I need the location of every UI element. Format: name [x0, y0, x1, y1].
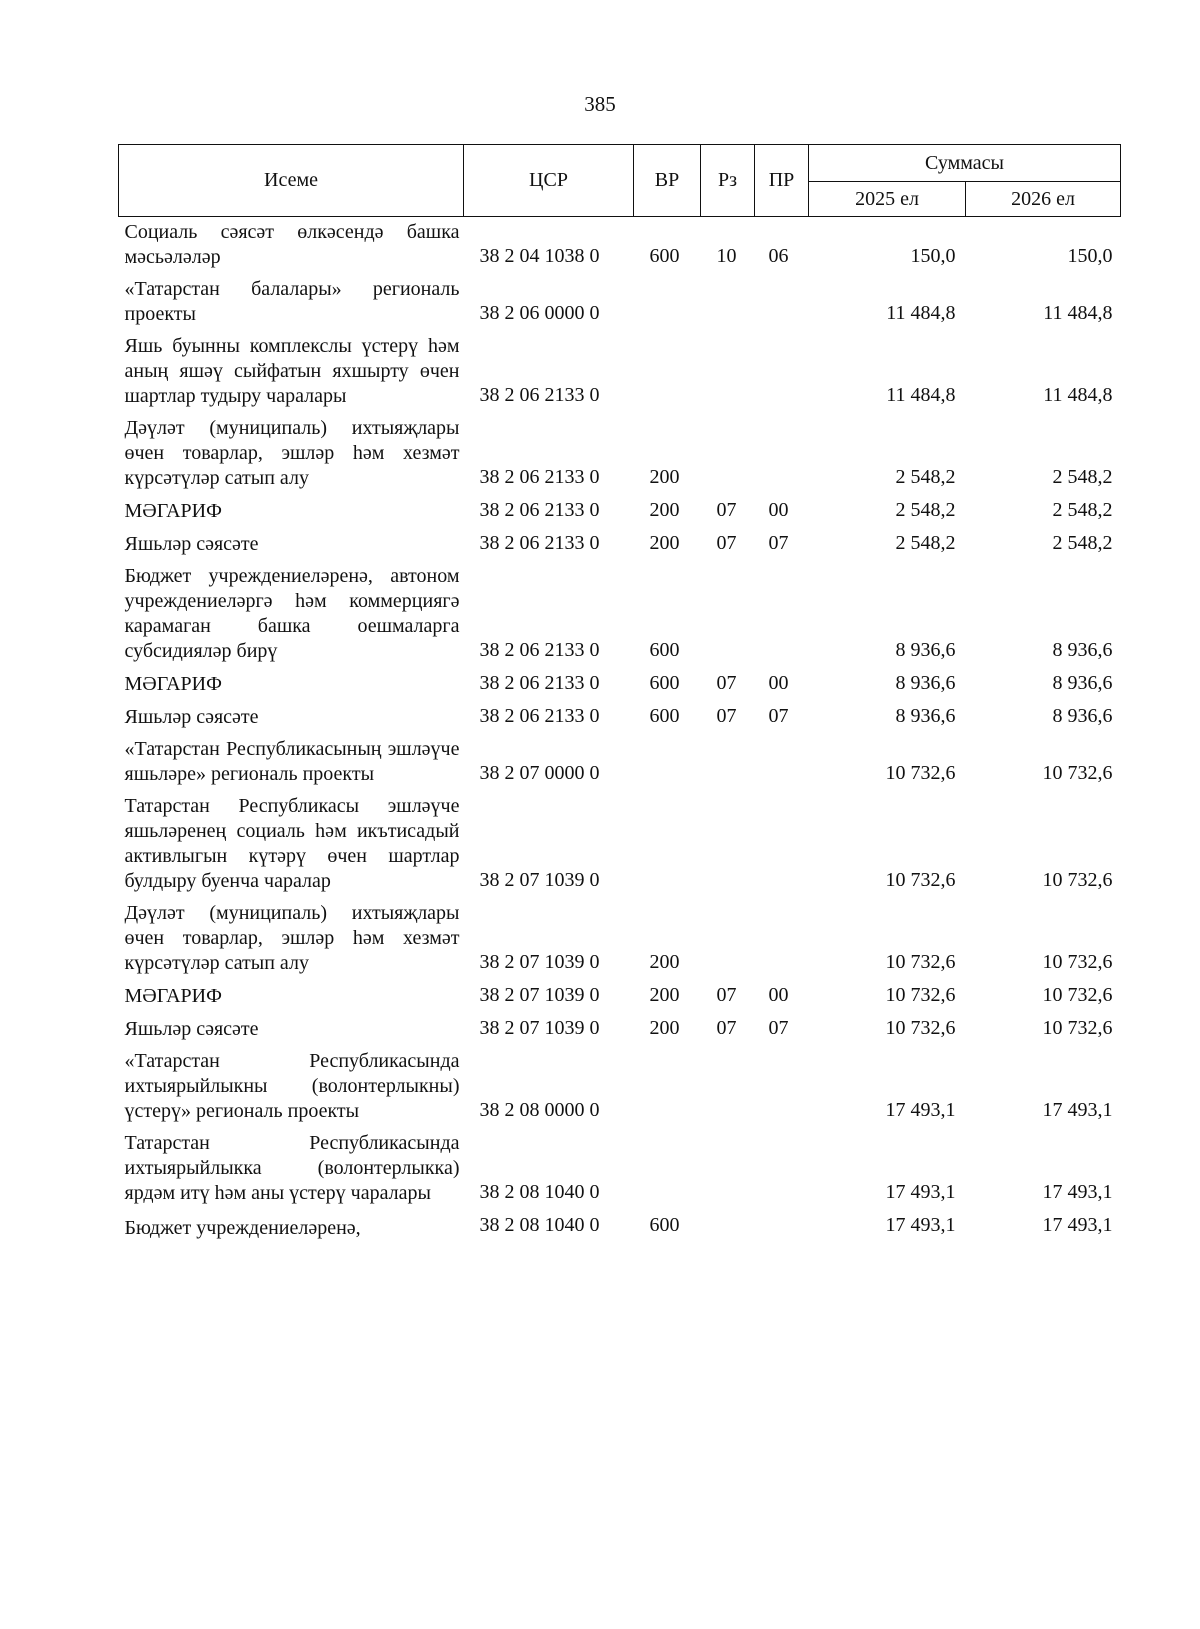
row-pr-code: [755, 331, 809, 413]
header-year-2025: 2025 ел: [809, 182, 966, 217]
row-sum-2025: 11 484,8: [886, 384, 956, 406]
row-name: «Татарстан Республикасының эшләүче яшьләре» региональ проекты: [124, 738, 460, 785]
row-sum-2025: 10 732,6: [885, 762, 956, 784]
row-rz-code: [701, 331, 755, 413]
row-vr-code: 600: [649, 672, 680, 694]
row-sum-2026: 17 493,1: [1042, 1099, 1113, 1121]
row-sum-2026: 150,0: [1067, 245, 1113, 267]
row-csr-code: 38 2 08 1040 0: [479, 1214, 600, 1236]
row-pr-code: 00: [768, 499, 789, 521]
row-csr-code: 38 2 06 2133 0: [479, 705, 600, 727]
row-csr-code: 38 2 06 2133 0: [479, 466, 600, 488]
row-rz-code: 10: [716, 245, 737, 267]
row-sum-2025: 11 484,8: [886, 302, 956, 324]
row-csr-code: 38 2 07 1039 0: [479, 984, 600, 1006]
header-sums: Суммасы: [809, 145, 1121, 182]
row-sum-2026: 8 936,6: [1052, 639, 1113, 661]
row-sum-2025: 2 548,2: [895, 499, 956, 521]
table-row: [119, 1013, 1121, 1046]
row-rz-code: [701, 1128, 755, 1210]
row-sum-2025: 8 936,6: [895, 705, 956, 727]
row-csr-code: 38 2 06 0000 0: [479, 302, 600, 324]
row-sum-2025: 17 493,1: [885, 1181, 956, 1203]
table-row: [119, 701, 1121, 734]
row-sum-2025: 150,0: [910, 245, 956, 267]
budget-table: [118, 144, 1121, 1245]
row-vr-code: 600: [649, 245, 680, 267]
table-row: [119, 495, 1121, 528]
table-row: [119, 1046, 1121, 1128]
row-rz-code: 07: [716, 499, 737, 521]
row-vr-code: 200: [649, 499, 680, 521]
row-sum-2026: 8 936,6: [1052, 705, 1113, 727]
row-name: МӘГАРИФ: [124, 985, 222, 1007]
row-sum-2025: 10 732,6: [885, 869, 956, 891]
row-vr-code: 200: [649, 984, 680, 1006]
row-sum-2026: 17 493,1: [1042, 1181, 1113, 1203]
row-name: Яшьләр сәясәте: [124, 1018, 259, 1040]
table-row: [119, 980, 1121, 1013]
row-sum-2026: 10 732,6: [1042, 984, 1113, 1006]
row-sum-2025: 10 732,6: [885, 1017, 956, 1039]
header-year-2026: 2026 ел: [966, 182, 1121, 217]
page-number: 385: [584, 92, 616, 116]
row-sum-2026: 11 484,8: [1043, 384, 1113, 406]
row-vr-code: [634, 331, 701, 413]
row-pr-code: [755, 734, 809, 791]
row-rz-code: 07: [716, 1017, 737, 1039]
row-vr-code: [634, 791, 701, 898]
row-vr-code: 600: [649, 705, 680, 727]
row-pr-code: 00: [768, 984, 789, 1006]
row-sum-2026: 10 732,6: [1042, 1017, 1113, 1039]
row-sum-2026: 17 493,1: [1042, 1214, 1113, 1236]
row-sum-2025: 10 732,6: [885, 984, 956, 1006]
row-csr-code: 38 2 07 1039 0: [479, 1017, 600, 1039]
table-row: [119, 561, 1121, 668]
row-pr-code: 07: [768, 532, 789, 554]
row-pr-code: 07: [768, 705, 789, 727]
row-rz-code: [701, 274, 755, 331]
row-pr-code: [755, 791, 809, 898]
table-row: [119, 274, 1121, 331]
row-sum-2025: 17 493,1: [885, 1099, 956, 1121]
row-csr-code: 38 2 06 2133 0: [479, 384, 600, 406]
row-sum-2026: 2 548,2: [1052, 532, 1113, 554]
row-rz-code: [701, 1210, 755, 1245]
table-row: [119, 734, 1121, 791]
row-name: Яшьләр сәясәте: [124, 706, 259, 728]
row-name: Яшь буынны комплекслы үстерү һәм аның яшәү сыйфатын яхшырту өчен шартлар тудыру чаралары: [124, 335, 460, 407]
row-name: «Татарстан Республикасында ихтыярыйлыкны (волонтерлыкны) үстерү» региональ проекты: [124, 1050, 460, 1122]
row-vr-code: [634, 1046, 701, 1128]
header-csr: ЦСР: [464, 145, 634, 217]
row-sum-2026: 10 732,6: [1042, 951, 1113, 973]
row-rz-code: 07: [716, 984, 737, 1006]
row-csr-code: 38 2 08 0000 0: [479, 1099, 600, 1121]
row-name: Татарстан Республикасында ихтыярыйлыкка (волонтерлыкка) ярдәм итү һәм аны үстерү чаралары: [124, 1132, 460, 1204]
row-sum-2025: 2 548,2: [895, 466, 956, 488]
row-sum-2026: 11 484,8: [1043, 302, 1113, 324]
row-pr-code: [755, 561, 809, 668]
row-vr-code: 200: [649, 951, 680, 973]
row-name: Бюджет учреждениеләренә, автоном учреждениеләргә һәм коммерциягә карамаган башка оешмаларга субсидияләр бирү: [124, 565, 460, 662]
header-rz: Рз: [701, 145, 755, 217]
row-vr-code: [634, 1128, 701, 1210]
row-pr-code: 00: [768, 672, 789, 694]
row-vr-code: 600: [649, 1214, 680, 1236]
row-csr-code: 38 2 07 1039 0: [479, 951, 600, 973]
row-name: Социаль сәясәт өлкәсендә башка мәсьәләләр: [124, 221, 460, 268]
header-vr: ВР: [634, 145, 701, 217]
row-sum-2025: 2 548,2: [895, 532, 956, 554]
row-rz-code: 07: [716, 672, 737, 694]
row-sum-2025: 10 732,6: [885, 951, 956, 973]
row-name: Дәүләт (муниципаль) ихтыяҗлары өчен товарлар, эшләр һәм хезмәт күрсәтүләр сатып алу: [124, 417, 460, 489]
row-sum-2026: 2 548,2: [1052, 466, 1113, 488]
row-pr-code: [755, 274, 809, 331]
table-row: [119, 413, 1121, 495]
row-vr-code: 600: [649, 639, 680, 661]
row-pr-code: [755, 898, 809, 980]
row-name: «Татарстан балалары» региональ проекты: [124, 278, 460, 325]
table-row: [119, 791, 1121, 898]
row-pr-code: 06: [768, 245, 789, 267]
row-vr-code: 200: [649, 466, 680, 488]
row-name: Дәүләт (муниципаль) ихтыяҗлары өчен товарлар, эшләр һәм хезмәт күрсәтүләр сатып алу: [124, 902, 460, 974]
row-vr-code: [634, 274, 701, 331]
row-vr-code: [634, 734, 701, 791]
row-rz-code: [701, 561, 755, 668]
row-sum-2025: 17 493,1: [885, 1214, 956, 1236]
row-name: МӘГАРИФ: [124, 500, 222, 522]
row-pr-code: [755, 1046, 809, 1128]
table-row: [119, 528, 1121, 561]
row-rz-code: [701, 413, 755, 495]
row-csr-code: 38 2 06 2133 0: [479, 499, 600, 521]
table-row: [119, 1128, 1121, 1210]
row-sum-2025: 8 936,6: [895, 639, 956, 661]
row-vr-code: 200: [649, 532, 680, 554]
row-name: Яшьләр сәясәте: [124, 533, 259, 555]
row-name: Татарстан Республикасы эшләүче яшьләренең социаль һәм икътисадый активлыгын күтәрү өчен шартлар булдыру буенча чаралар: [124, 795, 460, 892]
table-row: [119, 217, 1121, 275]
row-csr-code: 38 2 06 2133 0: [479, 672, 600, 694]
row-rz-code: [701, 791, 755, 898]
row-pr-code: [755, 1128, 809, 1210]
table-row: [119, 331, 1121, 413]
row-csr-code: 38 2 06 2133 0: [479, 639, 600, 661]
row-name: МӘГАРИФ: [124, 673, 222, 695]
header-pr: ПР: [755, 145, 809, 217]
table-body: [119, 217, 1121, 1246]
row-csr-code: 38 2 04 1038 0: [479, 245, 600, 267]
row-sum-2025: 8 936,6: [895, 672, 956, 694]
row-rz-code: 07: [716, 705, 737, 727]
row-vr-code: 200: [649, 1017, 680, 1039]
row-pr-code: 07: [768, 1017, 789, 1039]
row-csr-code: 38 2 06 2133 0: [479, 532, 600, 554]
header-name: Исеме: [119, 145, 464, 217]
row-rz-code: 07: [716, 532, 737, 554]
row-pr-code: [755, 413, 809, 495]
row-sum-2026: 8 936,6: [1052, 672, 1113, 694]
row-rz-code: [701, 898, 755, 980]
row-name: Бюджет учреждениеләренә,: [124, 1217, 361, 1239]
row-pr-code: [755, 1210, 809, 1245]
row-csr-code: 38 2 07 0000 0: [479, 762, 600, 784]
row-sum-2026: 10 732,6: [1042, 869, 1113, 891]
table-header: [119, 145, 1121, 217]
table-row: [119, 668, 1121, 701]
row-csr-code: 38 2 07 1039 0: [479, 869, 600, 891]
row-csr-code: 38 2 08 1040 0: [479, 1181, 600, 1203]
table-row: [119, 1210, 1121, 1245]
row-sum-2026: 2 548,2: [1052, 499, 1113, 521]
row-sum-2026: 10 732,6: [1042, 762, 1113, 784]
table-row: [119, 898, 1121, 980]
row-rz-code: [701, 1046, 755, 1128]
row-rz-code: [701, 734, 755, 791]
